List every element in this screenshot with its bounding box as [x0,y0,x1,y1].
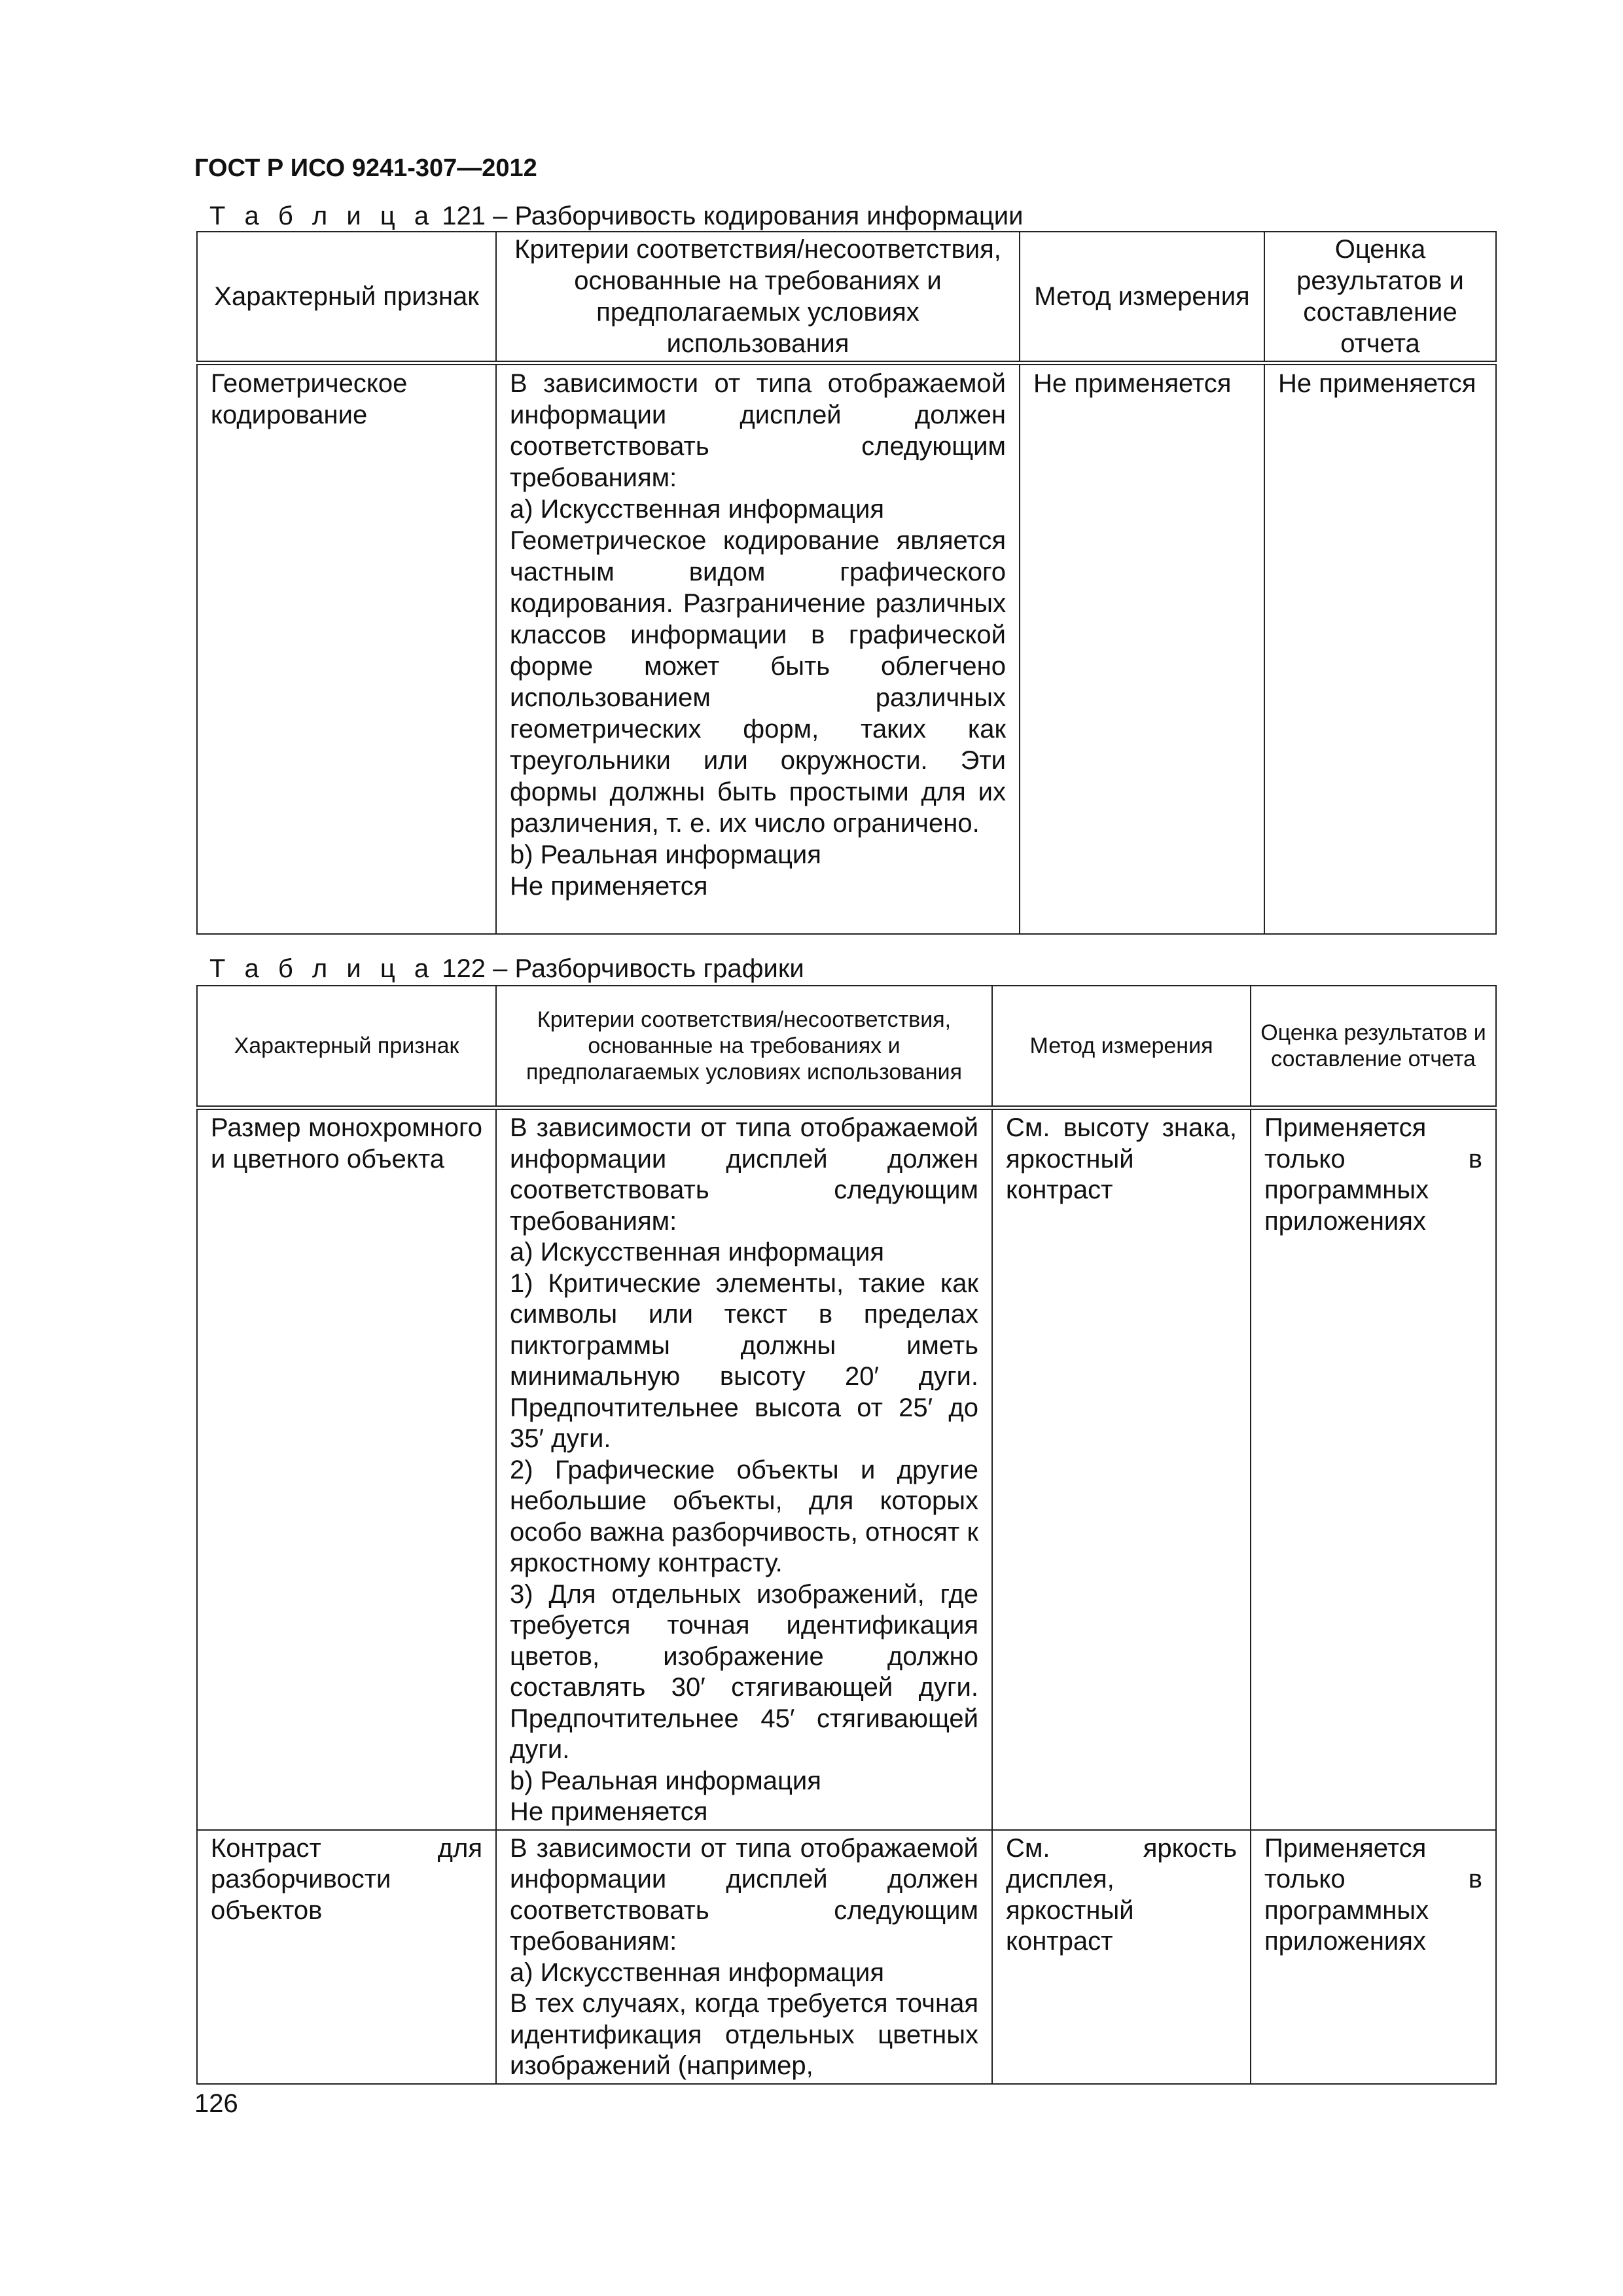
table-caption-title: 121 – Разборчивость кодирования информации [442,202,1024,230]
table-122-caption [209,954,804,984]
criteria-cell [496,1830,992,2084]
criteria-intro: В зависимости от типа отображаемой информации дисплей должен соответствовать следующим требованиям: [510,1113,978,1236]
header-criteria: Критерии соответствия/несоответствия, основанные на требованиях и предполагаемых условиях использования [496,986,992,1108]
criteria-b-text: Не применяется [510,872,708,901]
feature-cell: Контраст для разборчивости объектов [197,1830,496,2084]
criteria-item-1: 1) Критические элементы, такие как символы или текст в пределах пиктограммы должны иметь минимальную высоту 20′ дуги. Предпочтительнее высота от 25′ до 35′ дуги. [510,1268,978,1453]
header-method: Метод измерения [1020,232,1264,363]
criteria-b-text: Не применяется [510,1797,708,1826]
method-cell: См. яркость дисплея, яркостный контраст [992,1830,1251,2084]
table-122 [196,985,1497,2085]
evaluation-cell: Не применяется [1264,363,1496,934]
header-method: Метод измерения [992,986,1251,1108]
table-caption-word: Т а б л и ц а [209,954,435,983]
feature-cell: Размер монохромного и цветного объекта [197,1108,496,1830]
criteria-a-heading: a) Искусственная информация [510,1238,884,1266]
criteria-b-heading: b) Реальная информация [510,840,821,869]
table-caption-title: 122 – Разборчивость графики [442,954,804,983]
criteria-intro: В зависимости от типа отображаемой информации дисплей должен соответствовать следующим требованиям: [510,1833,978,1956]
table-row [197,363,1496,934]
table-121 [196,231,1497,935]
criteria-a-text: В тех случаях, когда требуется точная идентификация отдельных цветных изображений (например, [510,1989,978,2080]
table-header-row [197,986,1496,1108]
method-cell: Не применяется [1020,363,1264,934]
header-evaluation: Оценка результатов и составление отчета [1251,986,1496,1108]
evaluation-cell: Применяется только в программных приложениях [1251,1830,1496,2084]
header-feature: Характерный признак [197,232,496,363]
header-feature: Характерный признак [197,986,496,1108]
method-cell: См. высоту знака, яркостный контраст [992,1108,1251,1830]
criteria-b-heading: b) Реальная информация [510,1766,821,1795]
table-121-caption [209,202,1023,231]
header-evaluation: Оценка результатов и составление отчета [1264,232,1496,363]
page-number: 126 [194,2089,238,2118]
feature-cell: Геометрическое кодирование [197,363,496,934]
criteria-cell [496,1108,992,1830]
criteria-a-heading: a) Искусственная информация [510,1958,884,1987]
evaluation-cell: Применяется только в программных приложениях [1251,1108,1496,1830]
table-row [197,1830,1496,2084]
criteria-intro: В зависимости от типа отображаемой информации дисплей должен соответствовать следующим требованиям: [510,369,1006,492]
criteria-item-3: 3) Для отдельных изображений, где требуется точная идентификация цветов, изображение должно составлять 30′ стягивающей дуги. Предпочтительнее 45′ стягивающей дуги. [510,1579,978,1764]
standard-code: ГОСТ Р ИСО 9241-307—2012 [194,154,537,182]
table-header-row [197,232,1496,363]
criteria-a-heading: a) Искусственная информация [510,495,884,524]
table-caption-word: Т а б л и ц а [209,202,435,230]
table-row [197,1108,1496,1830]
criteria-item-2: 2) Графические объекты и другие небольшие объекты, для которых особо важна разборчивость, относят к яркостному контрасту. [510,1455,978,1577]
criteria-cell [496,363,1020,934]
criteria-a-text: Геометрическое кодирование является частным видом графического кодирования. Разграничение различных классов информации в графической форме может быть облегчено использованием различных геометрических форм, таких как треугольники или окружности. Эти формы должны быть простыми для их различения, т. е. их число ограничено. [510,526,1006,838]
header-criteria: Критерии соответствия/несоответствия, основанные на требованиях и предполагаемых условиях использования [496,232,1020,363]
